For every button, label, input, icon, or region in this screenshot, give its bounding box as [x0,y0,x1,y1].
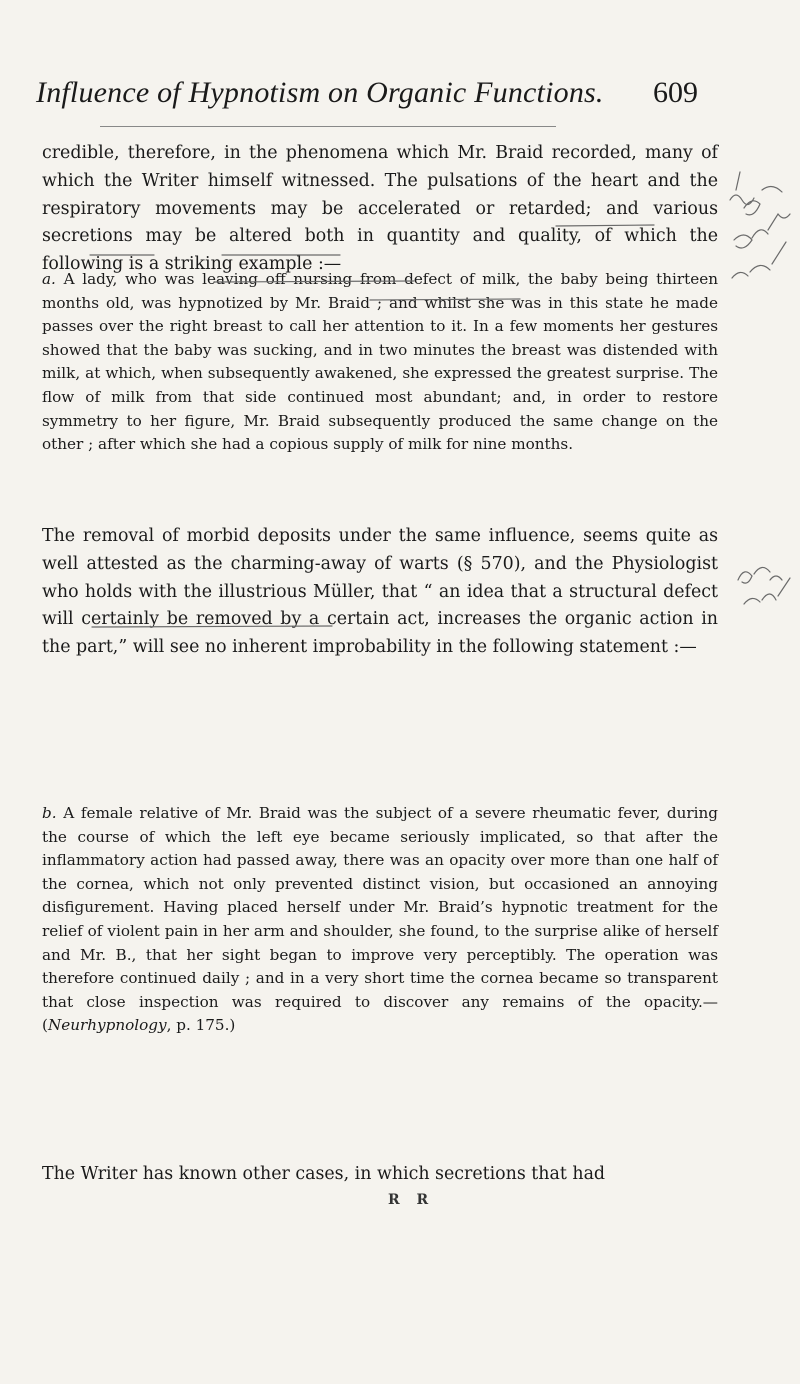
case-a-text: A lady, who was leaving off nursing from defect of milk, the baby being thirteen months old, was hypnotized by Mr. Braid ; and whilst she was in this state he made passes over the right breast to call her attention to it. In a few moments her gestures showed that the baby was sucking, and in two minutes the breast was distended with milk, at which, when subsequently awakened, she expressed the greatest surprise. The flow of milk from that side continued most abundant; and, in order to restore symmetry to her figure, Mr. Braid subsequently produced the same change on the other ; after which she had a copious supply of milk for nine months. [42,270,718,454]
running-title: Influence of Hypnotism on Organic Functions. [36,76,604,109]
case-b-label: b. [42,804,57,822]
case-b-text: A female relative of Mr. Braid was the subject of a severe rheumatic fever, during the course of which the left eye became seriously implicated, so that after the inflammatory action had passed away, there was an opacity over more than one half of the cornea, which not only prevented distinct vision, but occasioned an annoying disfigurement. Having placed herself under Mr. Braid’s hypnotic treatment for the relief of violent pain in her arm and shoulder, she found, to the surprise alike of herself and Mr. B., that her sight began to improve very perceptibly. The operation was therefore continued daily ; and in a very short time the cornea became so transparent that close inspection was required to discover any remains of the opacity.—( [42,804,719,1035]
case-a-label: a. [42,270,56,288]
case-b-citation-tail: , p. 175.) [166,1016,236,1035]
paragraph-intro: credible, therefore, in the phenomena which Mr. Braid recorded, many of which the Writer himself witnessed. The pulsations of the heart and the respiratory movements may be accelerated or retarded; and various secretions may be altered both in quantity and quality, of which the following is a striking example :— [42,143,718,275]
paragraph-middle: The removal of morbid deposits under the same influence, seems quite as well attested as the charming-away of warts (§ 570), and the Physiologist who holds with the illustrious Müller, that “ an idea that a structural defect will certainly be removed by a certain act, increases the organic action in the part,” will see no inherent improbability in the following statement :— [42,526,718,658]
paragraph-closing: The Writer has known other cases, in which secretions that had [42,1164,606,1184]
case-b-citation: Neurhypnology [47,1016,167,1035]
page-number: 609 [653,76,698,109]
signature-mark: R R [388,1192,435,1208]
